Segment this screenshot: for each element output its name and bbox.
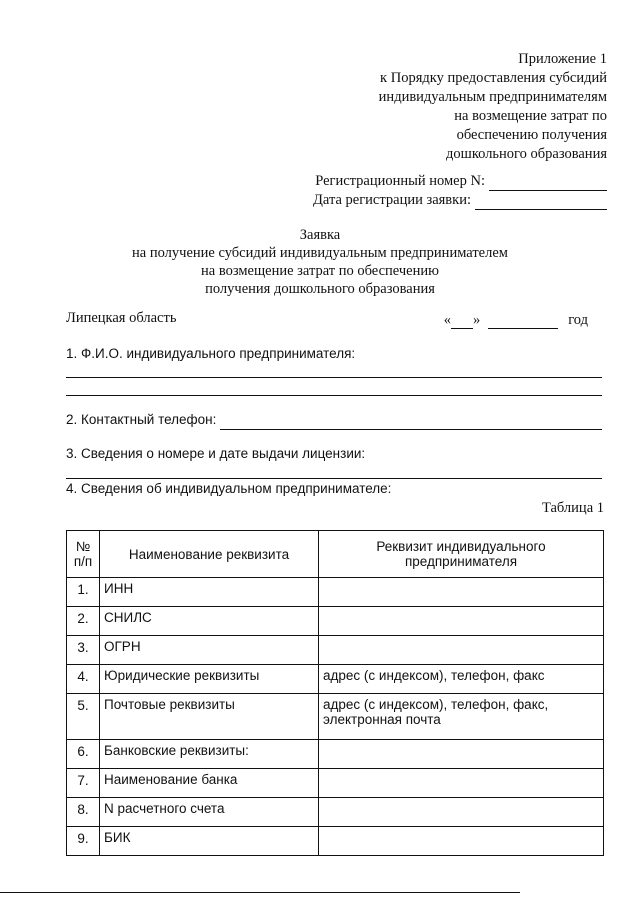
row-num: 8. [67, 798, 100, 827]
date-open-quote: « [443, 312, 451, 328]
appendix-line-4: на возмещение затрат по [454, 108, 607, 124]
row-num: 4. [67, 665, 100, 694]
table-row [67, 769, 604, 798]
row-value[interactable] [319, 607, 604, 636]
header-num: № п/п [67, 531, 100, 578]
row-num: 9. [67, 827, 100, 856]
row-value[interactable] [319, 769, 604, 798]
row-num: 3. [67, 636, 100, 665]
fio-input-line-1[interactable] [66, 377, 602, 378]
date-month-field[interactable] [488, 316, 558, 329]
registration-number-field[interactable] [489, 176, 607, 191]
appendix-block [307, 50, 607, 164]
header-name: Наименование реквизита [100, 531, 319, 578]
row-value[interactable] [319, 798, 604, 827]
row-name: Банковские реквизиты: [100, 740, 319, 769]
row-name: ОГРН [100, 636, 319, 665]
license-input-line[interactable] [66, 478, 602, 479]
row-num: 6. [67, 740, 100, 769]
registration-date-field[interactable] [475, 195, 607, 210]
region-label: Липецкая область [66, 310, 177, 326]
registration-date-label: Дата регистрации заявки: [313, 192, 471, 208]
table-row [67, 827, 604, 856]
row-value[interactable] [319, 740, 604, 769]
date-day-field[interactable] [451, 316, 473, 329]
table-row [67, 578, 604, 607]
row-value[interactable] [319, 578, 604, 607]
registration-number-label: Регистрационный номер N: [315, 173, 485, 189]
appendix-line-1: Приложение 1 [518, 51, 607, 67]
table-row [67, 740, 604, 769]
row-name: Почтовые реквизиты [100, 694, 319, 740]
date-year-word: год [568, 312, 588, 328]
table-row [67, 798, 604, 827]
row-name: N расчетного счета [100, 798, 319, 827]
row-num: 7. [67, 769, 100, 798]
table-row [67, 607, 604, 636]
date-close-quote: » [472, 312, 481, 328]
table-header-row [67, 531, 604, 578]
item-phone-label: 2. Контактный телефон: [66, 412, 217, 427]
title-line-1: Заявка [299, 227, 341, 243]
appendix-line-5: обеспечению получения [456, 127, 607, 143]
title-line-3: на возмещение затрат по обеспечению [201, 263, 439, 279]
row-name: БИК [100, 827, 319, 856]
item-info-label: 4. Сведения об индивидуальном предпринимателе: [66, 481, 392, 496]
row-value[interactable]: адрес (с индексом), телефон, факс, электронная почта [319, 694, 604, 740]
item-fio-label: 1. Ф.И.О. индивидуального предпринимателя: [66, 346, 356, 361]
title-line-2: на получение субсидий индивидуальным предпринимателем [132, 245, 508, 261]
fio-input-line-2[interactable] [66, 395, 602, 396]
table-caption: Таблица 1 [541, 500, 604, 516]
document-title [0, 226, 640, 298]
bottom-rule [0, 892, 520, 893]
table-row [67, 636, 604, 665]
requisites-table [66, 530, 604, 856]
table-row [67, 665, 604, 694]
row-num: 5. [67, 694, 100, 740]
registration-number-row [287, 172, 607, 191]
table-row [67, 694, 604, 740]
header-value: Реквизит индивидуального предпринимателя [319, 531, 604, 578]
row-name: Наименование банка [100, 769, 319, 798]
row-num: 2. [67, 607, 100, 636]
appendix-line-2: к Порядку предоставления субсидий [380, 70, 607, 86]
row-value[interactable] [319, 636, 604, 665]
phone-input-line[interactable] [220, 429, 602, 430]
application-date [444, 312, 588, 329]
registration-date-row [287, 191, 607, 210]
title-line-4: получения дошкольного образования [205, 281, 435, 297]
row-name: СНИЛС [100, 607, 319, 636]
registration-block [287, 172, 607, 210]
row-value[interactable]: адрес (с индексом), телефон, факс [319, 665, 604, 694]
appendix-line-6: дошкольного образования [446, 146, 607, 162]
row-value[interactable] [319, 827, 604, 856]
appendix-line-3: индивидуальным предпринимателям [378, 89, 607, 105]
row-name: ИНН [100, 578, 319, 607]
row-name: Юридические реквизиты [100, 665, 319, 694]
item-license-label: 3. Сведения о номере и дате выдачи лицензии: [66, 446, 366, 461]
row-num: 1. [67, 578, 100, 607]
